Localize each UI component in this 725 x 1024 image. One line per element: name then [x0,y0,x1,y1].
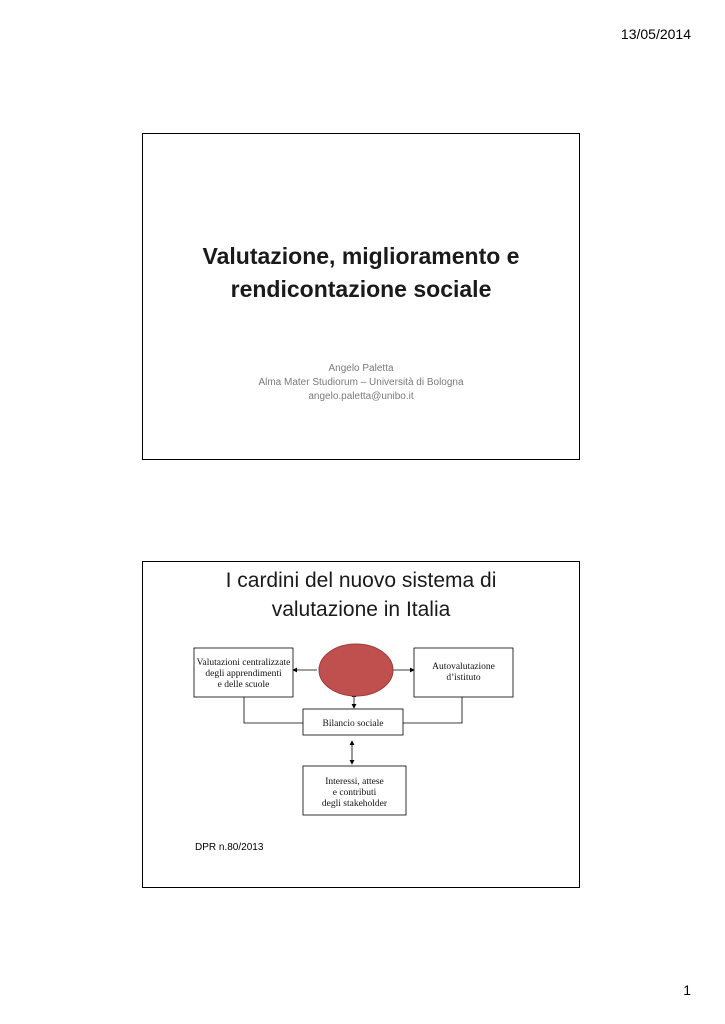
heading-line-2: valutazione in Italia [271,598,451,621]
author-block [143,362,579,404]
footnote: DPR n.80/2013 [195,842,264,853]
slide-title [142,133,580,460]
left-box-line-1: Valutazioni centralizzate [196,658,291,668]
evaluation-system-diagram [143,562,581,889]
title-line-1: Valutazione, miglioramento e [202,243,520,269]
page-number: 1 [683,982,691,998]
author-name: Angelo Paletta [328,363,394,374]
connector-right-to-center [403,697,462,723]
bottom-box-line-3: degli stakeholder [321,799,388,809]
connector-left-to-center [244,697,303,723]
left-box-line-3: e delle scuole [217,680,270,690]
author-email: angelo.paletta@unibo.it [308,391,414,402]
left-box-line-2: degli apprendimenti [205,669,282,679]
bottom-box-line-1: Interessi, attese [325,777,384,787]
center-box-label: Bilancio sociale [322,719,384,729]
author-affiliation: Alma Mater Studiorum – Università di Bologna [258,377,464,388]
central-ellipse [319,644,393,696]
slide-diagram [142,561,580,888]
right-box-line-2: d’istituto [446,673,481,683]
right-box-line-1: Autovalutazione [432,662,495,672]
heading-line-1: I cardini del nuovo sistema di [225,569,497,592]
bottom-box-line-2: e contributi [332,788,377,798]
slide-title-heading [143,240,579,306]
title-line-2: rendicontazione sociale [230,276,492,302]
page-date: 13/05/2014 [620,26,691,42]
